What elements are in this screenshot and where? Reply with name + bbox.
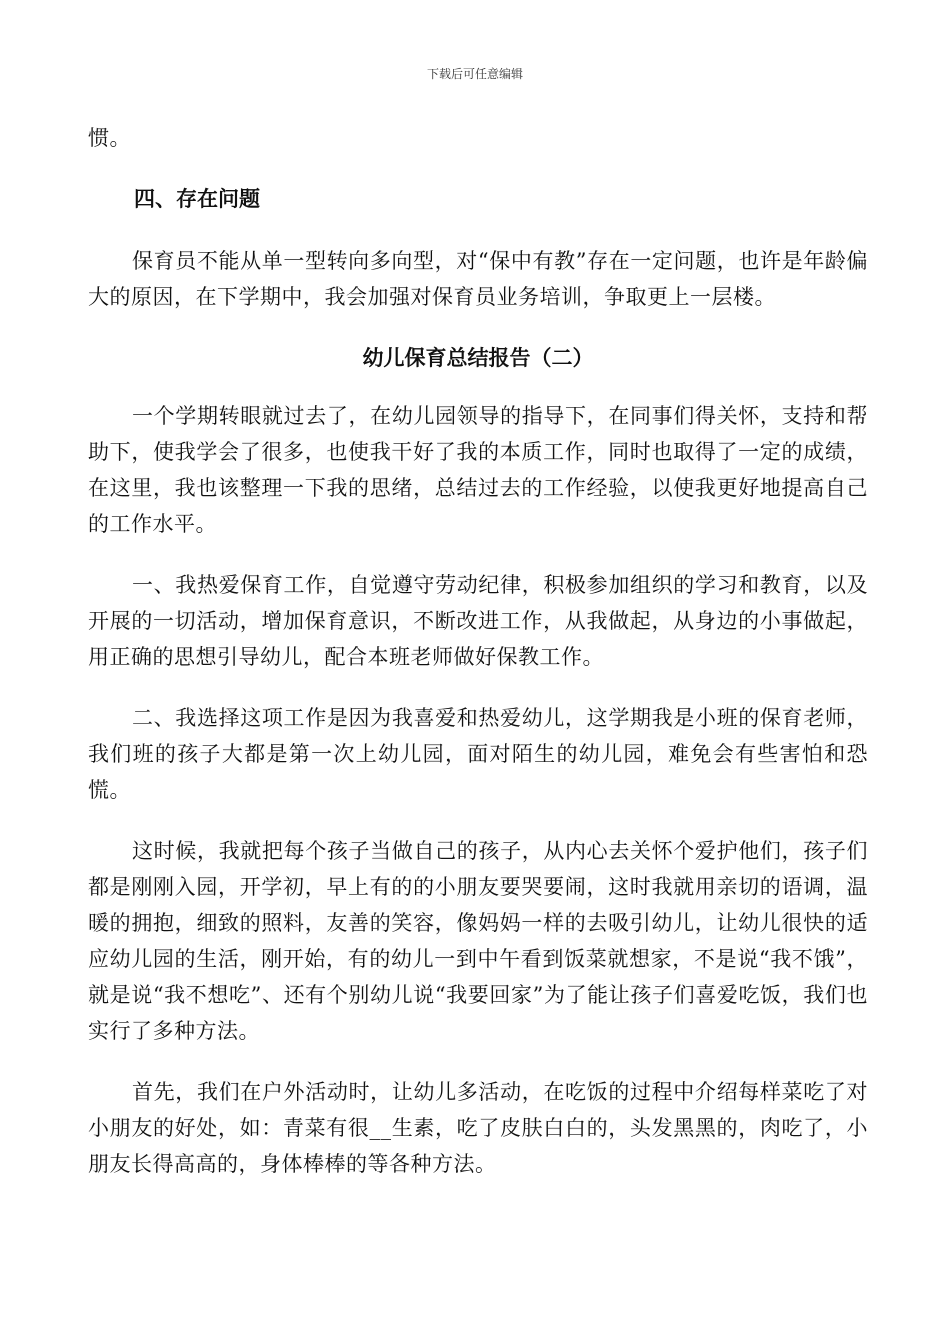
document-body (88, 120, 868, 1207)
paragraph-intro: 一个学期转眼就过去了，在幼儿园领导的指导下，在同事们得关怀，支持和帮助下，使我学会了很多，也使我干好了我的本质工作，同时也取得了一定的成绩，在这里，我也该整理一下我的思绪，总结过去的工作经验，以使我更好地提高自己的工作水平。 (88, 404, 868, 536)
paragraph-point-one: 一、我热爱保育工作，自觉遵守劳动纪律，积极参加组织的学习和教育，以及开展的一切活动，增加保育意识，不断改进工作，从我做起，从身边的小事做起，用正确的思想引导幼儿，配合本班老师做好保教工作。 (88, 573, 868, 669)
paragraph-point-two: 二、我选择这项工作是因为我喜爱和热爱幼儿，这学期我是小班的保育老师，我们班的孩子大都是第一次上幼儿园，面对陌生的幼儿园，难免会有些害怕和恐慌。 (88, 706, 868, 802)
paragraph-methods: 首先，我们在户外活动时，让幼儿多活动，在吃饭的过程中介绍每样菜吃了对小朋友的好处，如：青菜有很__生素，吃了皮肤白白的，头发黑黑的，肉吃了，小朋友长得高高的，身体棒棒的等各种方法。 (88, 1080, 868, 1176)
section-heading: 四、存在问题 (134, 187, 260, 211)
page-header: 下载后可任意编辑 (426, 67, 523, 81)
report-title: 幼儿保育总结报告（二） (362, 346, 594, 370)
paragraph-problems: 保育员不能从单一型转向多向型，对“保中有教”存在一定问题，也许是年龄偏大的原因，在下学期中，我会加强对保育员业务培训，争取更上一层楼。 (88, 249, 868, 309)
paragraph-continuation: 惯。 (88, 126, 131, 150)
paragraph-care: 这时候，我就把每个孩子当做自己的孩子，从内心去关怀个爱护他们，孩子们都是刚刚入园，开学初，早上有的的小朋友要哭要闹，这时我就用亲切的语调，温暖的拥抱，细致的照料，友善的笑容，像妈妈一样的去吸引幼儿，让幼儿很快的适应幼儿园的生活，刚开始，有的幼儿一到中午看到饭菜就想家，不是说“我不饿”，就是说“我不想吃”、还有个别幼儿说“我要回家”为了能让孩子们喜爱吃饭，我们也实行了多种方法。 (88, 839, 868, 1043)
